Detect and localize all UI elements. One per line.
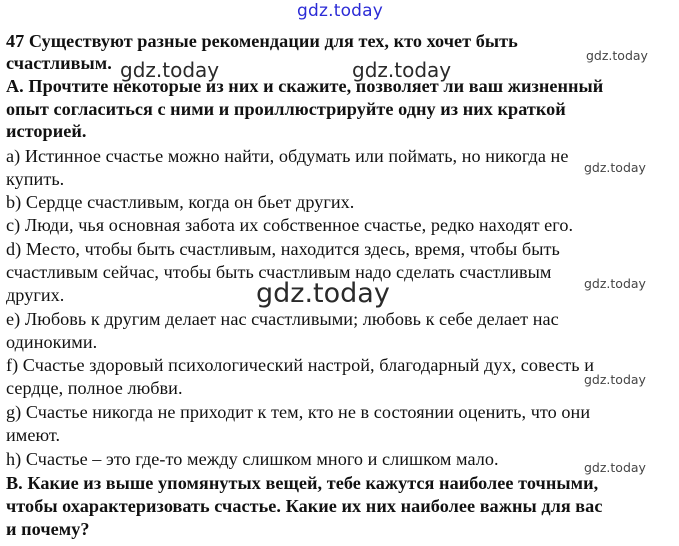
watermark-small: gdz.today <box>584 460 646 475</box>
watermark-large: gdz.today <box>256 278 390 309</box>
item-b-line: b) Сердце счастливым, когда он бьет других. <box>6 192 355 212</box>
watermark-top: gdz.today <box>297 1 384 21</box>
watermark-small: gdz.today <box>586 48 648 63</box>
task-a-line: опыт согласиться с ними и проиллюстрируйте одну из них краткой <box>6 99 566 119</box>
item-d-line: счастливым сейчас, чтобы быть счастливым надо сделать счастливым <box>6 262 552 282</box>
task-heading-line: счастливым. <box>6 53 112 73</box>
item-d-line: d) Место, чтобы быть счастливым, находится здесь, время, чтобы быть <box>6 239 560 259</box>
task-a-line: историей. <box>6 121 87 141</box>
item-e-line: e) Любовь к другим делает нас счастливыми; любовь к себе делает нас <box>6 309 559 329</box>
item-g-line: имеют. <box>6 425 61 445</box>
item-g-line: g) Счастье никогда не приходит к тем, кто не в состоянии оценить, что они <box>6 402 591 422</box>
item-e-line: одинокими. <box>6 332 98 352</box>
item-c-line: c) Люди, чья основная забота их собственное счастье, редко находят его. <box>6 215 574 235</box>
item-f-line: f) Счастье здоровый психологический настрой, благодарный дух, совесть и <box>6 355 595 375</box>
task-b-line: чтобы охарактеризовать счастье. Какие их них наиболее важны для вас <box>6 496 603 516</box>
item-a-line: купить. <box>6 169 65 189</box>
item-f-line: сердце, полное любви. <box>6 378 183 398</box>
item-h-line: h) Счастье – это где-то между слишком много и слишком мало. <box>6 449 499 469</box>
watermark: gdz.today <box>352 58 452 82</box>
watermark-small: gdz.today <box>584 160 646 175</box>
task-b-line: и почему? <box>6 519 90 539</box>
item-a-line: a) Истинное счастье можно найти, обдумать или поймать, но никогда не <box>6 146 569 166</box>
task-b-line: B. Какие из выше упомянутых вещей, тебе кажутся наиболее точными, <box>6 473 599 493</box>
item-d-line: других. <box>6 285 65 305</box>
watermark: gdz.today <box>120 58 220 82</box>
watermark-small: gdz.today <box>584 276 646 291</box>
task-heading-line: 47 Существуют разные рекомендации для тех, кто хочет быть <box>6 31 518 51</box>
watermark-small: gdz.today <box>584 372 646 387</box>
task-a-line: A. Прочтите некоторые из них и скажите, позволяет ли ваш жизненный <box>6 76 604 96</box>
